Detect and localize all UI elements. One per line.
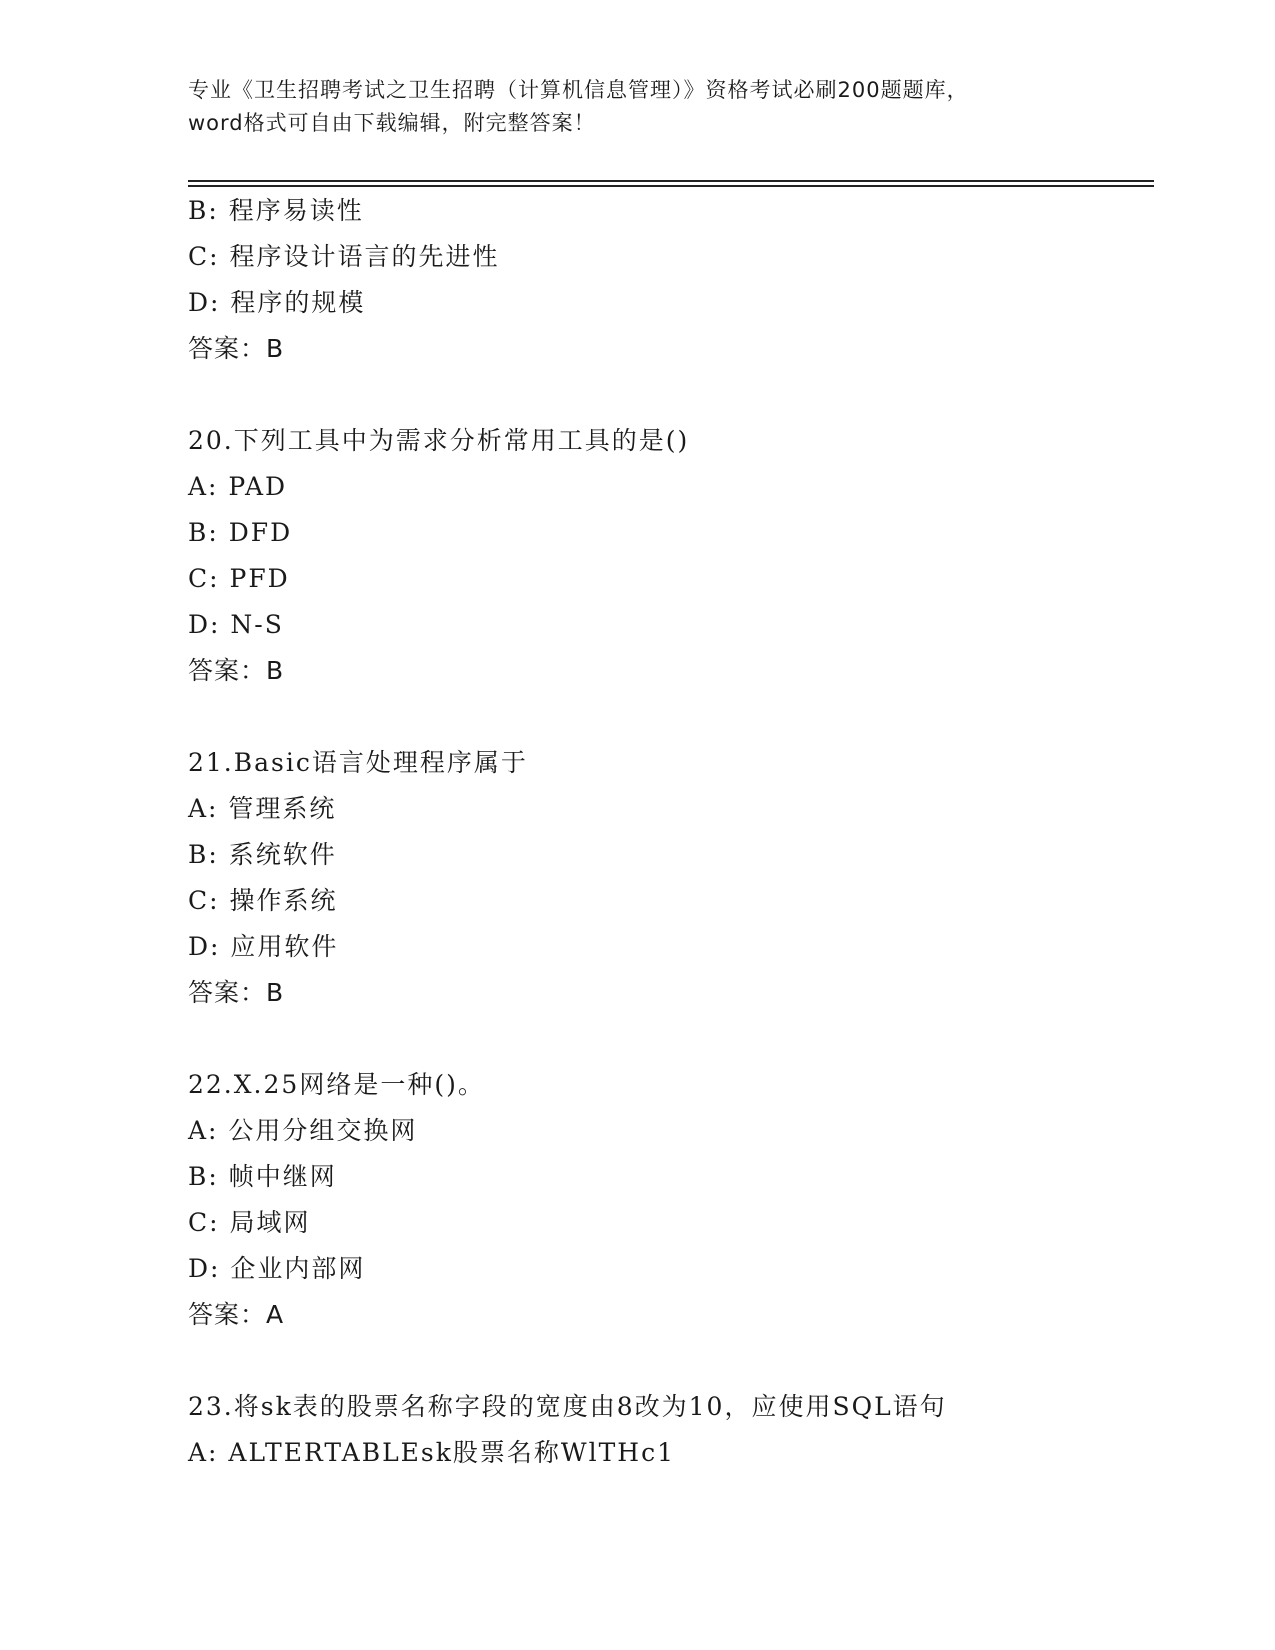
answer: 答案：B	[188, 978, 285, 1007]
question-19	[188, 188, 1148, 372]
option-c: C: PFD	[188, 564, 290, 593]
answer: 答案：B	[188, 656, 285, 685]
question-text: 20.下列工具中为需求分析常用工具的是()	[188, 426, 690, 455]
answer: 答案：B	[188, 334, 285, 363]
spacer	[188, 694, 1148, 740]
header-title-line2: word格式可自由下载编辑，附完整答案！	[188, 111, 596, 135]
question-23	[188, 1384, 1148, 1476]
option-b: B: 帧中继网	[188, 1162, 337, 1191]
document-header	[188, 74, 1088, 140]
option-a: A: 公用分组交换网	[188, 1116, 418, 1145]
spacer	[188, 372, 1148, 418]
option-a: A: 管理系统	[188, 794, 337, 823]
option-d: D: 应用软件	[188, 932, 339, 961]
header-divider-bottom	[188, 185, 1154, 187]
question-text: 22.X.25网络是一种()。	[188, 1070, 485, 1099]
spacer	[188, 1016, 1148, 1062]
option-c: C: 局域网	[188, 1208, 311, 1237]
option-d: D: 程序的规模	[188, 288, 366, 317]
question-text: 23.将sk表的股票名称字段的宽度由8改为10，应使用SQL语句	[188, 1392, 947, 1421]
option-b: B: DFD	[188, 518, 293, 547]
option-c: C: 程序设计语言的先进性	[188, 242, 500, 271]
question-list	[188, 188, 1148, 1476]
question-21	[188, 740, 1148, 1016]
option-c: C: 操作系统	[188, 886, 338, 915]
option-a: A: PAD	[188, 472, 288, 501]
question-22	[188, 1062, 1148, 1338]
option-d: D: N-S	[188, 610, 284, 639]
header-title-line1: 专业《卫生招聘考试之卫生招聘（计算机信息管理）》资格考试必刷200题题库，	[188, 78, 969, 102]
option-b: B: 程序易读性	[188, 196, 364, 225]
option-b: B: 系统软件	[188, 840, 337, 869]
spacer	[188, 1338, 1148, 1384]
header-divider-top	[188, 180, 1154, 182]
question-20	[188, 418, 1148, 694]
question-text: 21.Basic语言处理程序属于	[188, 748, 528, 777]
answer: 答案：A	[188, 1300, 285, 1329]
option-a: A: ALTERTABLEsk股票名称WlTHc1	[188, 1438, 675, 1467]
option-d: D: 企业内部网	[188, 1254, 366, 1283]
